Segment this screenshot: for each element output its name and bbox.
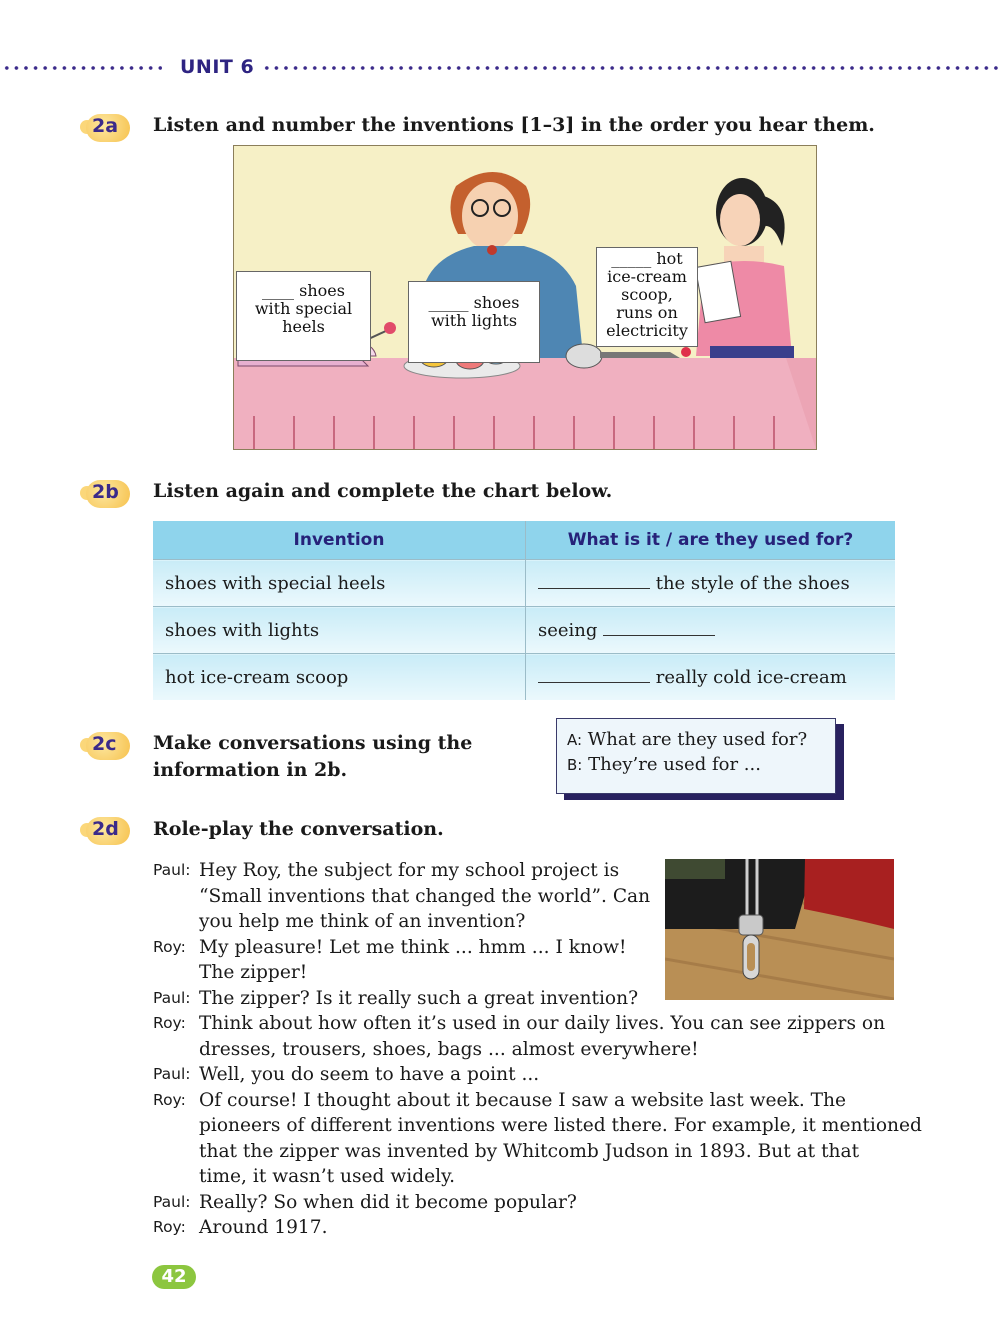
section-badge-2a: 2a (80, 112, 132, 142)
use-cell: seeing (526, 607, 896, 654)
dialogue-line: pioneers of different inventions were listed there. For example, it mentioned (199, 1115, 922, 1136)
dialogue (153, 858, 922, 1248)
dialogue-line: Paul: Hey Roy, the subject for my school project is (153, 860, 620, 881)
instruction-2a: Listen and number the inventions [1–3] in the order you hear them. (153, 114, 875, 136)
instruction-2c-line2: information in 2b. (153, 759, 348, 781)
section-badge-2c: 2c (80, 730, 132, 760)
dialogue-line: Roy: Think about how often it’s used in our daily lives. You can see zippers on (153, 1013, 886, 1034)
invention-chart (153, 521, 895, 700)
dialogue-line: The zipper! (199, 962, 308, 983)
table-row (153, 654, 895, 701)
dialogue-line: “Small inventions that changed the world”. Can (199, 885, 651, 907)
invention-cell: shoes with lights (153, 607, 526, 654)
use-cell: really cold ice-cream (526, 654, 896, 701)
section-badge-2d: 2d (80, 815, 132, 845)
invention-cell: hot ice-cream scoop (153, 654, 526, 701)
page-number: 42 (152, 1265, 196, 1289)
dialogue-line: time, it wasn’t used widely. (199, 1166, 456, 1187)
column-header-invention: Invention (153, 521, 526, 560)
dialogue-line: that the zipper was invented by Whitcomb Judson in 1893. But at that (199, 1140, 860, 1162)
instruction-2d: Role-play the conversation. (153, 818, 444, 840)
dialogue-line: dresses, trousers, shoes, bags ... almost everywhere! (199, 1038, 699, 1060)
card-hot-ice-cream-scoop: _____ hot ice-cream scoop, runs on electricity (596, 247, 698, 347)
card-shoes-with-lights: _____ shoes with lights (408, 281, 540, 363)
dialogue-line: you help me think of an invention? (199, 911, 526, 932)
unit-title: UNIT 6 (180, 56, 255, 78)
invention-cell: shoes with special heels (153, 560, 526, 607)
example-dialogue-box: A: What are they used for? B: They’re used for ... (556, 718, 836, 794)
section-badge-2b: 2b (80, 478, 132, 508)
instruction-2c-line1: Make conversations using the (153, 732, 473, 754)
dialogue-line: Paul: Well, you do seem to have a point ... (153, 1064, 540, 1085)
inventions-illustration (233, 145, 817, 450)
instruction-2b: Listen again and complete the chart below. (153, 480, 613, 502)
dotted-rule-right (262, 66, 998, 70)
answer-blank[interactable] (603, 634, 715, 636)
answer-blank[interactable] (538, 681, 650, 683)
table-row (153, 560, 895, 607)
use-cell: the style of the shoes (526, 560, 896, 607)
card-shoes-special-heels: ____ shoes with special heels (236, 271, 371, 361)
dialogue-line: Paul: The zipper? Is it really such a great invention? (153, 987, 639, 1009)
dialogue-line: Roy: My pleasure! Let me think ... hmm ... I know! (153, 936, 627, 958)
dialogue-line: Paul: Really? So when did it become popular? (153, 1191, 577, 1213)
column-header-use: What is it / are they used for? (526, 521, 896, 560)
answer-blank[interactable] (538, 587, 650, 589)
table-row (153, 607, 895, 654)
dialogue-line: Roy: Around 1917. (153, 1217, 328, 1238)
dialogue-line: Roy: Of course! I thought about it because I saw a website last week. The (153, 1089, 847, 1111)
dotted-rule-left (2, 66, 162, 70)
